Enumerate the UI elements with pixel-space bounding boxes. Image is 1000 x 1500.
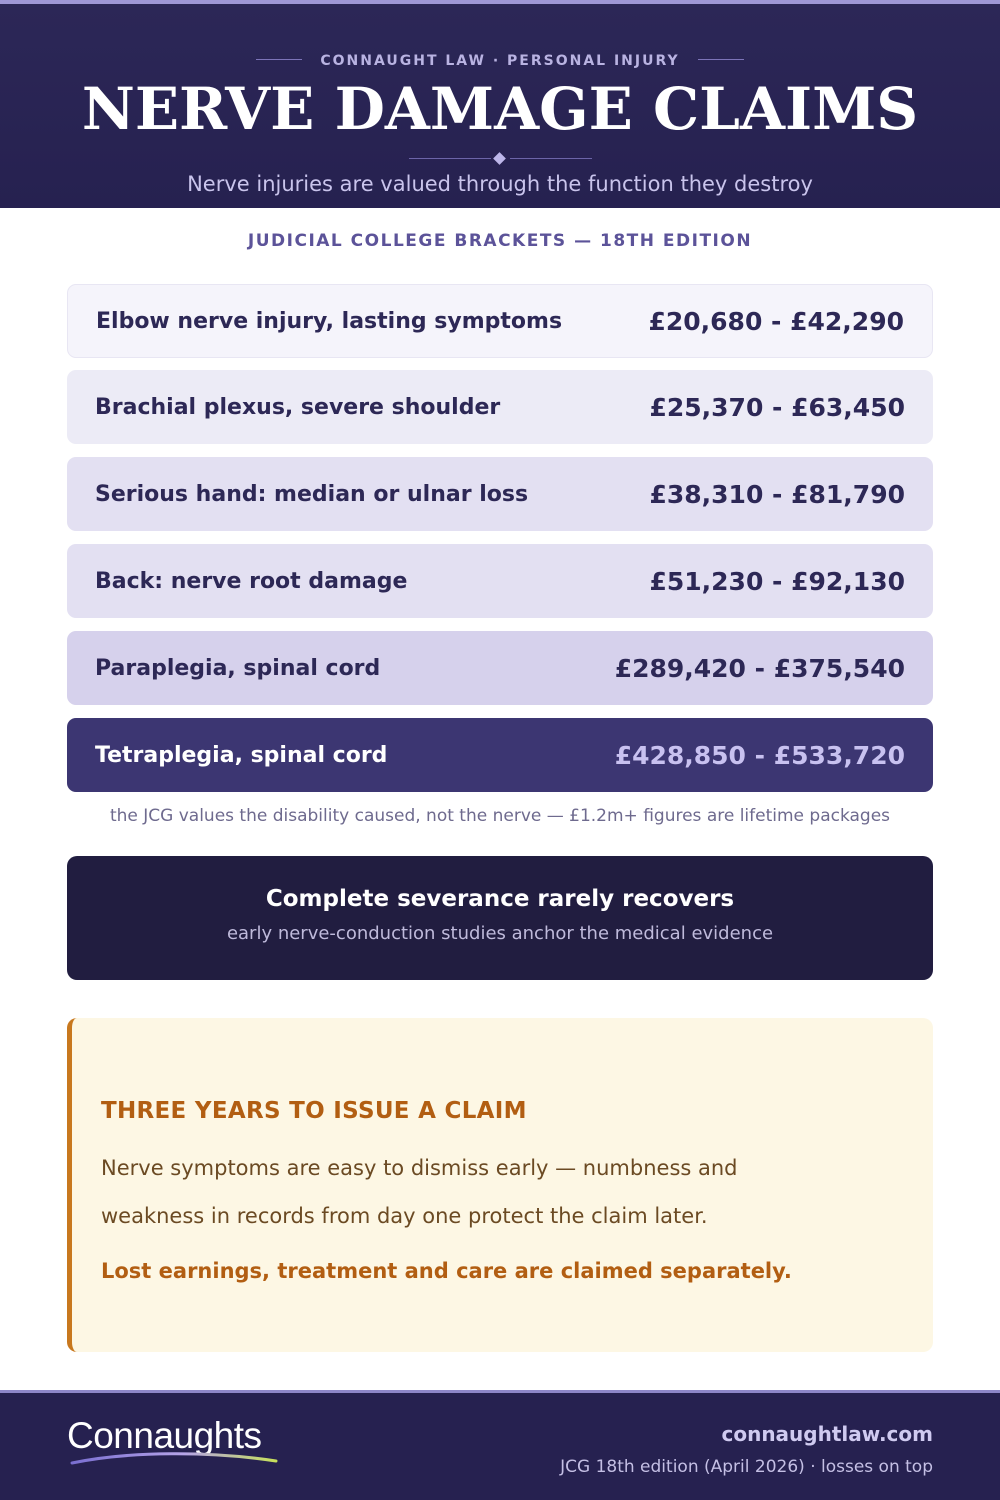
bracket-label: Elbow nerve injury, lasting symptoms bbox=[96, 308, 563, 334]
divider-right bbox=[510, 158, 592, 159]
warning-paragraph: Nerve symptoms are easy to dismiss early — numbness and weakness in records from day one protect the claim later. bbox=[101, 1156, 738, 1228]
bracket-row-brachial-plexus bbox=[67, 370, 933, 444]
section-label: JUDICIAL COLLEGE BRACKETS — 18TH EDITION bbox=[247, 231, 753, 251]
bracket-note: the JCG values the disability caused, not the nerve — £1.2m+ figures are lifetime packages bbox=[109, 806, 891, 826]
severance-callout bbox=[67, 856, 933, 980]
kicker-rule-right bbox=[698, 59, 744, 60]
bracket-amount: £25,370 - £63,450 bbox=[649, 392, 905, 422]
bracket-row-elbow bbox=[67, 284, 933, 358]
bracket-amount: £428,850 - £533,720 bbox=[614, 740, 905, 770]
divider-left bbox=[409, 158, 491, 159]
callout-heading: Complete severance rarely recovers bbox=[265, 886, 735, 912]
edition-note: JCG 18th edition (April 2026) · losses on top bbox=[560, 1457, 933, 1477]
footer bbox=[0, 1390, 1000, 1500]
bracket-amount: £289,420 - £375,540 bbox=[614, 653, 905, 683]
bracket-label: Serious hand: median or ulnar loss bbox=[95, 481, 529, 507]
bracket-row-tetraplegia bbox=[67, 718, 933, 792]
bracket-label: Brachial plexus, severe shoulder bbox=[95, 394, 501, 420]
kicker: CONNAUGHT LAW · PERSONAL INJURY bbox=[320, 53, 680, 69]
bracket-amount: £20,680 - £42,290 bbox=[648, 306, 904, 336]
logo-swoosh-icon bbox=[70, 1449, 280, 1469]
callout-subtext: early nerve-conduction studies anchor the medical evidence bbox=[226, 923, 774, 944]
header-banner bbox=[0, 0, 1000, 208]
connaughts-logo: Connaughts bbox=[67, 1415, 262, 1456]
bracket-row-serious-hand bbox=[67, 457, 933, 531]
bracket-amount: £51,230 - £92,130 bbox=[649, 566, 905, 596]
bracket-amount: £38,310 - £81,790 bbox=[649, 479, 905, 509]
kicker-row bbox=[0, 50, 1000, 70]
bracket-label: Tetraplegia, spinal cord bbox=[95, 742, 388, 768]
bracket-label: Paraplegia, spinal cord bbox=[95, 655, 381, 681]
subtitle: Nerve injuries are valued through the function they destroy bbox=[187, 172, 813, 196]
limitation-warning-box bbox=[67, 1018, 933, 1352]
bracket-label: Back: nerve root damage bbox=[95, 568, 408, 594]
warning-heading: THREE YEARS TO ISSUE A CLAIM bbox=[101, 1098, 527, 1124]
bracket-row-paraplegia bbox=[67, 631, 933, 705]
kicker-rule-left bbox=[256, 59, 302, 60]
page-title: NERVE DAMAGE CLAIMS bbox=[81, 75, 919, 143]
website-link[interactable]: connaughtlaw.com bbox=[721, 1422, 933, 1446]
warning-bold-note: Lost earnings, treatment and care are claimed separately. bbox=[101, 1259, 792, 1283]
diamond-icon bbox=[493, 152, 506, 165]
bracket-row-back-nerve-root bbox=[67, 544, 933, 618]
